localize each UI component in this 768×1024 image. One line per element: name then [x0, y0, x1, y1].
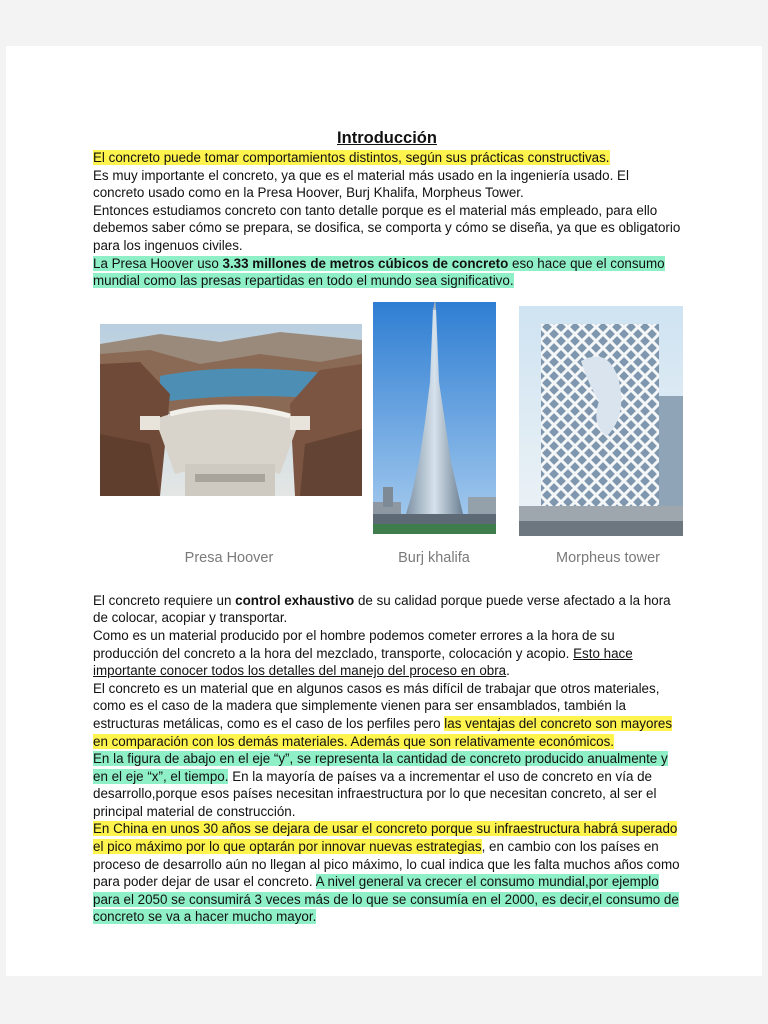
paragraph-5	[93, 592, 681, 627]
paragraph-4	[93, 255, 681, 290]
paragraph-2: Es muy importante el concreto, ya que es el material más usado en la ingeniería usado. El concreto usado como en la Presa Hoover, Burj Khalifa, Morpheus Tower.	[93, 167, 629, 201]
paragraph-1	[93, 149, 681, 167]
text-span: , en cambio con los países en proceso de desarrollo aún no llegan al pico máximo, lo cual indica que les falta muchos años como para poder dejar de usar el concreto.	[93, 839, 680, 890]
hoover-dam-image	[100, 324, 362, 496]
text-span: El concreto requiere un	[93, 592, 236, 608]
bold-text: 3.33 millones de metros cúbicos de concreto	[222, 255, 509, 271]
text-span: eso hace que el consumo mundial como las presas repartidas en todo el mundo sea significativo.	[93, 255, 665, 289]
highlighted-text: las ventajas del concreto son mayores en comparación con los demás materiales. Además que son relativamente económicos.	[93, 715, 673, 749]
text-span: Como es un material producido por el hombre podemos cometer errores a la hora de su producción del concreto a la hora del mezclado, transporte, colocación y acopio.	[93, 627, 615, 661]
highlighted-text: A nivel general va crecer el consumo mundial,por ejemplo para el 2050 se consumirá 3 veces más de lo que se consumía en el 2000, es decir,el consumo de concreto se va a hacer mucho mayor.	[93, 874, 679, 925]
highlighted-text: El concreto puede tomar comportamientos distintos, según sus prácticas constructivas.	[93, 150, 610, 165]
paragraph-6	[93, 627, 681, 680]
highlighted-text: En la figura de abajo en el eje “y”, se representa la cantidad de concreto producido anualmente y en el eje “x”, el tiempo.	[93, 751, 668, 784]
caption-burj: Burj khalifa	[398, 549, 470, 566]
highlighted-text	[93, 256, 665, 289]
underlined-text: Esto hace importante conocer todos los detalles del manejo del proceso en obra	[93, 645, 633, 679]
paragraph-8	[93, 750, 681, 820]
document-page	[6, 46, 762, 976]
burj-khalifa-image	[373, 302, 496, 534]
body-text	[93, 592, 681, 926]
text-span: de su calidad porque puede verse afectado a la hora de colocar, acopiar y transportar.	[93, 592, 671, 626]
caption-morpheus: Morpheus tower	[556, 549, 660, 566]
paragraph-3: Entonces estudiamos concreto con tanto detalle porque es el material más empleado, para ello debemos saber cómo se prepara, se dosifica, se comporta y cómo se diseña, ya que es obligatorio para los ingenuos civiles.	[93, 202, 681, 253]
bold-text: control exhaustivo	[235, 592, 355, 608]
paragraph-9	[93, 820, 681, 926]
paragraph-7	[93, 680, 681, 750]
text-span: .	[506, 663, 510, 679]
morpheus-tower-image	[519, 306, 683, 536]
highlighted-text: En China en unos 30 años se dejara de usar el concreto porque su infraestructura habrá superado el pico máximo por lo que optarán por innovar nuevas estrategias	[93, 821, 678, 855]
text-span: El concreto es un material que en algunos casos es más difícil de trabajar que otros materiales, como es el caso de la madera que simplemente vienen para ser ensamblados, también la estructuras metálicas, como es el caso de los perfiles pero	[93, 680, 660, 731]
document-content	[93, 128, 681, 926]
page-title: Introducción	[337, 129, 437, 147]
figures-row	[93, 302, 681, 574]
caption-hoover: Presa Hoover	[184, 549, 274, 566]
text-span: En la mayoría de países va a incrementar el uso de concreto en vía de desarrollo,porque esos países necesitan infraestructura por lo que necesitan concreto, al ser el principal material de construcción.	[93, 768, 657, 819]
text-span: La Presa Hoover uso	[93, 255, 223, 271]
